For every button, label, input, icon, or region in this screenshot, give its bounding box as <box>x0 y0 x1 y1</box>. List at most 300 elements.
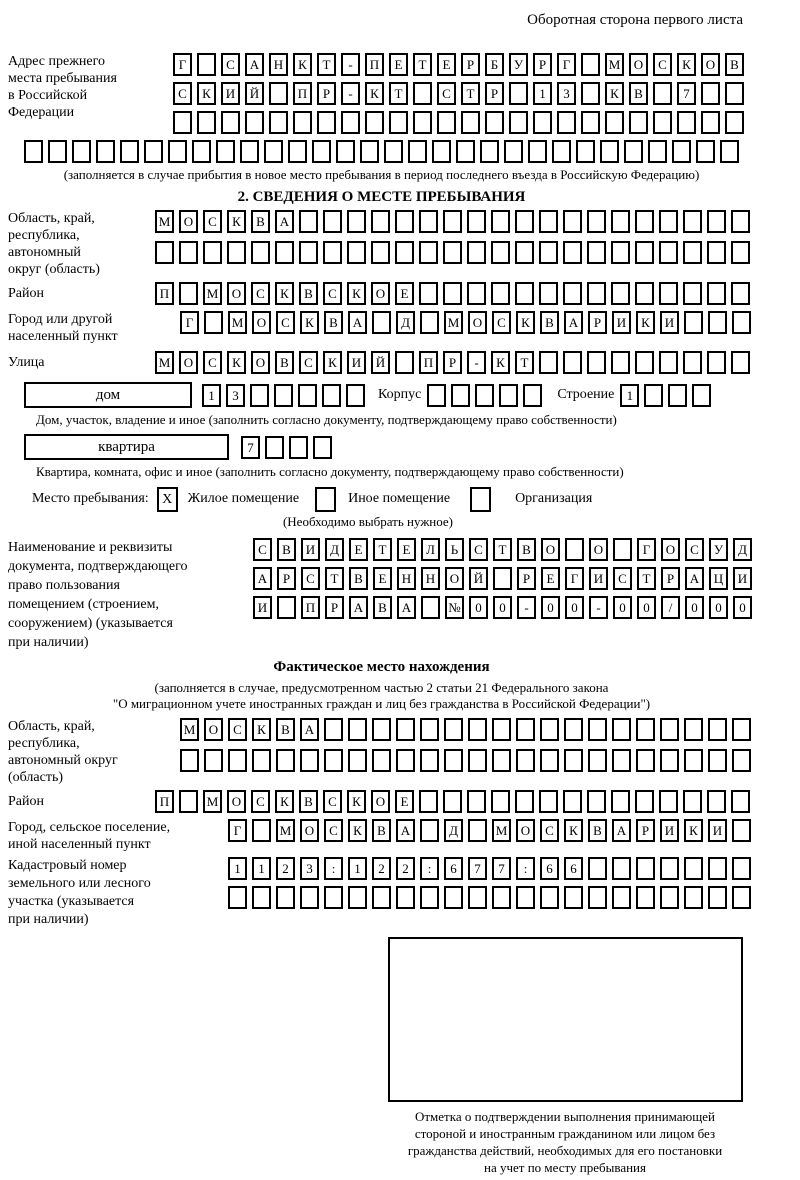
char-box <box>731 351 750 374</box>
char-box: Н <box>421 567 440 590</box>
char-box: С <box>299 351 318 374</box>
char-box: Б <box>485 53 504 76</box>
char-box <box>732 857 751 880</box>
char-box: Г <box>557 53 576 76</box>
char-box <box>636 718 655 741</box>
char-box <box>533 111 552 134</box>
char-box: С <box>492 311 511 334</box>
char-box: В <box>324 311 343 334</box>
korpus-row[interactable] <box>427 384 547 407</box>
char-box: Й <box>371 351 390 374</box>
label-line: гражданства действий, необходимых для его постановки <box>407 1143 723 1158</box>
char-box: И <box>733 567 752 590</box>
char-box: И <box>221 82 240 105</box>
char-box <box>299 241 318 264</box>
char-box <box>707 241 726 264</box>
cadastral-row-2[interactable] <box>228 886 756 909</box>
char-box <box>611 210 630 233</box>
char-box <box>588 749 607 772</box>
actual-city-row[interactable] <box>228 819 756 842</box>
char-box <box>336 140 355 163</box>
char-box <box>492 718 511 741</box>
char-box <box>240 140 259 163</box>
district-row[interactable] <box>155 282 755 305</box>
apartment-field <box>24 434 755 460</box>
char-box <box>451 384 470 407</box>
char-box: Р <box>325 596 344 619</box>
char-box: А <box>245 53 264 76</box>
char-box: 3 <box>557 82 576 105</box>
actual-district-label: Район <box>8 794 44 809</box>
char-box: А <box>348 311 367 334</box>
actual-city-field <box>8 819 755 853</box>
label-line: земельного или лесного <box>8 876 151 891</box>
char-box <box>298 384 317 407</box>
char-box: К <box>605 82 624 105</box>
label-line: автономный <box>8 245 81 260</box>
char-box: Е <box>373 567 392 590</box>
city-field <box>8 311 755 345</box>
prev-address-note: (заполняется в случае прибытия в новое место пребывания в период последнего въезда в Российскую Федерацию) <box>63 167 700 182</box>
char-box: П <box>155 282 174 305</box>
street-row[interactable] <box>155 351 755 374</box>
char-box: К <box>677 53 696 76</box>
prev-address-boxes <box>173 53 749 134</box>
section2-title: 2. СВЕДЕНИЯ О МЕСТЕ ПРЕБЫВАНИЯ <box>237 189 526 205</box>
char-box <box>420 311 439 334</box>
char-box <box>467 790 486 813</box>
char-box: Г <box>180 311 199 334</box>
char-box <box>636 857 655 880</box>
house-field <box>24 382 755 408</box>
char-box: О <box>179 351 198 374</box>
char-box <box>587 351 606 374</box>
prev-address-row-2[interactable] <box>173 82 749 105</box>
char-box: У <box>509 53 528 76</box>
char-box <box>659 282 678 305</box>
label-line: Область, край, <box>8 719 95 734</box>
stroenie-label: Строение <box>557 387 615 402</box>
char-box <box>557 111 576 134</box>
label-line: при наличии) <box>8 912 89 927</box>
char-box <box>707 351 726 374</box>
char-box: А <box>253 567 272 590</box>
char-box <box>708 311 727 334</box>
char-box <box>653 82 672 105</box>
char-box <box>395 241 414 264</box>
char-box: Е <box>541 567 560 590</box>
char-box <box>396 886 415 909</box>
char-box <box>600 140 619 163</box>
char-box <box>300 749 319 772</box>
char-box <box>653 111 672 134</box>
char-box <box>324 886 343 909</box>
char-box <box>197 111 216 134</box>
char-box: В <box>517 538 536 561</box>
char-box <box>443 241 462 264</box>
char-box <box>179 241 198 264</box>
char-box: К <box>275 790 294 813</box>
char-box <box>629 111 648 134</box>
char-box: / <box>661 596 680 619</box>
char-box: 7 <box>492 857 511 880</box>
checkbox-organization[interactable] <box>470 487 491 512</box>
char-box: А <box>564 311 583 334</box>
char-box: 0 <box>709 596 728 619</box>
char-box: С <box>203 351 222 374</box>
char-box: М <box>492 819 511 842</box>
char-box: П <box>365 53 384 76</box>
char-box <box>389 111 408 134</box>
char-box <box>707 210 726 233</box>
option-residential-label: Жилое помещение <box>187 491 300 506</box>
char-box: Т <box>461 82 480 105</box>
char-box <box>274 384 293 407</box>
label-line: Кадастровый номер <box>8 858 127 873</box>
char-box <box>252 819 271 842</box>
actual-region-row-2[interactable] <box>180 749 756 772</box>
char-box: К <box>300 311 319 334</box>
char-box <box>563 790 582 813</box>
char-box <box>384 140 403 163</box>
document-row-3[interactable] <box>253 596 757 619</box>
char-box: К <box>516 311 535 334</box>
street-label: Улица <box>8 355 45 370</box>
char-box <box>611 351 630 374</box>
char-box: К <box>636 311 655 334</box>
region-label <box>8 210 155 278</box>
char-box <box>360 140 379 163</box>
char-box <box>539 790 558 813</box>
char-box <box>276 749 295 772</box>
char-box <box>660 857 679 880</box>
char-box <box>565 538 584 561</box>
char-box: 1 <box>348 857 367 880</box>
document-boxes <box>253 538 757 619</box>
label-line: населенный пункт <box>8 329 118 344</box>
char-box <box>732 819 751 842</box>
char-box <box>539 351 558 374</box>
char-box: Д <box>396 311 415 334</box>
char-box: Д <box>325 538 344 561</box>
page-header-note: Оборотная сторона первого листа <box>527 12 743 28</box>
char-box <box>24 140 43 163</box>
char-box: Е <box>397 538 416 561</box>
char-box: С <box>203 210 222 233</box>
actual-district-row[interactable] <box>155 790 755 813</box>
char-box: А <box>275 210 294 233</box>
char-box: 0 <box>685 596 704 619</box>
char-box <box>581 82 600 105</box>
char-box: - <box>589 596 608 619</box>
char-box: В <box>373 596 392 619</box>
char-box <box>180 749 199 772</box>
char-box <box>491 210 510 233</box>
region-row-1[interactable] <box>155 210 755 233</box>
apartment-number-row[interactable] <box>241 436 337 459</box>
char-box <box>251 241 270 264</box>
option-other-premises-label: Иное помещение <box>348 491 451 506</box>
char-box <box>683 241 702 264</box>
char-box <box>611 790 630 813</box>
document-row-1[interactable] <box>253 538 757 561</box>
char-box: О <box>227 282 246 305</box>
char-box <box>523 384 542 407</box>
char-box <box>659 241 678 264</box>
char-box: А <box>685 567 704 590</box>
char-box <box>48 140 67 163</box>
char-box <box>499 384 518 407</box>
label-line: участка (указывается <box>8 894 135 909</box>
stroenie-row[interactable] <box>620 384 716 407</box>
char-box <box>347 210 366 233</box>
stamp-box <box>388 937 743 1102</box>
char-box <box>120 140 139 163</box>
char-box: О <box>629 53 648 76</box>
region-field <box>8 210 755 278</box>
char-box: № <box>445 596 464 619</box>
char-box: О <box>251 351 270 374</box>
char-box <box>612 886 631 909</box>
char-box <box>192 140 211 163</box>
region-row-2[interactable] <box>155 241 755 264</box>
char-box: Т <box>317 53 336 76</box>
char-box <box>312 140 331 163</box>
char-box: 6 <box>564 857 583 880</box>
char-box: Н <box>269 53 288 76</box>
char-box: 0 <box>469 596 488 619</box>
char-box <box>204 749 223 772</box>
char-box <box>427 384 446 407</box>
char-box <box>323 241 342 264</box>
checkbox-other-premises[interactable] <box>315 487 336 512</box>
prev-address-row-1[interactable] <box>173 53 749 76</box>
char-box: 7 <box>468 857 487 880</box>
char-box <box>659 210 678 233</box>
char-box <box>587 790 606 813</box>
char-box: О <box>589 538 608 561</box>
label-line: "О миграционном учете иностранных граждан и лиц без гражданства в Российской Федерации") <box>112 696 651 711</box>
char-box: К <box>275 282 294 305</box>
char-box <box>672 140 691 163</box>
char-box <box>269 82 288 105</box>
char-box <box>564 886 583 909</box>
actual-region-field <box>8 718 755 786</box>
char-box: 6 <box>444 857 463 880</box>
char-box: Д <box>733 538 752 561</box>
label-line: Адрес прежнего <box>8 54 105 69</box>
char-box <box>648 140 667 163</box>
char-box <box>346 384 365 407</box>
char-box <box>644 384 663 407</box>
actual-region-row-1[interactable] <box>180 718 756 741</box>
char-box <box>581 53 600 76</box>
char-box <box>468 886 487 909</box>
char-box <box>96 140 115 163</box>
char-box <box>635 282 654 305</box>
char-box <box>299 210 318 233</box>
char-box <box>708 749 727 772</box>
char-box <box>731 241 750 264</box>
prev-address-row-3[interactable] <box>173 111 749 134</box>
char-box <box>692 384 711 407</box>
char-box <box>732 749 751 772</box>
char-box: К <box>252 718 271 741</box>
label-line: Федерации <box>8 105 75 120</box>
char-box: : <box>516 857 535 880</box>
char-box <box>660 749 679 772</box>
district-field <box>8 282 755 305</box>
char-box <box>684 857 703 880</box>
char-box: М <box>180 718 199 741</box>
char-box <box>72 140 91 163</box>
char-box <box>563 282 582 305</box>
char-box <box>456 140 475 163</box>
char-box <box>677 111 696 134</box>
char-box: П <box>155 790 174 813</box>
char-box <box>732 886 751 909</box>
char-box <box>323 210 342 233</box>
char-box: А <box>396 819 415 842</box>
char-box <box>420 718 439 741</box>
char-box <box>324 718 343 741</box>
char-box <box>468 819 487 842</box>
char-box: 0 <box>637 596 656 619</box>
char-box: 1 <box>228 857 247 880</box>
char-box: В <box>725 53 744 76</box>
char-box: Р <box>533 53 552 76</box>
char-box: О <box>701 53 720 76</box>
char-box: А <box>349 596 368 619</box>
char-box: Ц <box>709 567 728 590</box>
char-box <box>371 210 390 233</box>
char-box <box>516 718 535 741</box>
char-box <box>563 210 582 233</box>
char-box: К <box>227 351 246 374</box>
char-box: - <box>341 82 360 105</box>
cadastral-row-1[interactable] <box>228 857 756 880</box>
label-line: на учет по месту пребывания <box>484 1160 646 1175</box>
char-box: С <box>324 819 343 842</box>
char-box <box>265 436 284 459</box>
char-box: 2 <box>396 857 415 880</box>
label-line: республика, <box>8 228 80 243</box>
char-box <box>372 749 391 772</box>
char-box: О <box>541 538 560 561</box>
char-box <box>708 886 727 909</box>
char-box: И <box>660 311 679 334</box>
char-box <box>564 718 583 741</box>
actual-district-field <box>8 790 755 813</box>
char-box <box>468 718 487 741</box>
char-box <box>288 140 307 163</box>
house-number-row[interactable] <box>202 384 370 407</box>
char-box <box>581 111 600 134</box>
char-box: И <box>660 819 679 842</box>
label-line: право пользования <box>8 578 120 593</box>
char-box <box>420 749 439 772</box>
prev-address-label <box>8 53 173 121</box>
checkbox-residential[interactable]: X <box>157 487 178 512</box>
char-box <box>289 436 308 459</box>
char-box: В <box>299 282 318 305</box>
document-field <box>8 538 755 652</box>
city-row[interactable] <box>180 311 756 334</box>
char-box <box>509 111 528 134</box>
char-box <box>179 790 198 813</box>
actual-city-label <box>8 819 228 853</box>
char-box: 1 <box>533 82 552 105</box>
char-box <box>668 384 687 407</box>
char-box <box>588 857 607 880</box>
char-box: М <box>444 311 463 334</box>
char-box <box>587 282 606 305</box>
char-box <box>515 282 534 305</box>
char-box <box>437 111 456 134</box>
char-box <box>252 749 271 772</box>
char-box: В <box>275 351 294 374</box>
char-box <box>432 140 451 163</box>
char-box <box>683 790 702 813</box>
char-box <box>419 210 438 233</box>
char-box: Р <box>461 53 480 76</box>
char-box: Й <box>245 82 264 105</box>
char-box: К <box>293 53 312 76</box>
char-box <box>348 718 367 741</box>
char-box <box>696 140 715 163</box>
char-box <box>539 282 558 305</box>
char-box <box>564 749 583 772</box>
prev-address-row-4[interactable] <box>24 140 755 163</box>
char-box <box>684 749 703 772</box>
char-box: Р <box>443 351 462 374</box>
char-box: Л <box>421 538 440 561</box>
char-box: С <box>276 311 295 334</box>
char-box <box>659 351 678 374</box>
char-box <box>635 351 654 374</box>
char-box <box>613 538 632 561</box>
char-box: В <box>276 718 295 741</box>
char-box <box>250 384 269 407</box>
house-note: Дом, участок, владение и иное (заполнить согласно документу, подтверждающему право собственности) <box>36 412 617 427</box>
char-box <box>731 282 750 305</box>
char-box: Н <box>397 567 416 590</box>
char-box <box>588 718 607 741</box>
label-line: сооружением) (указывается <box>8 616 173 631</box>
char-box <box>443 210 462 233</box>
stamp-caption <box>375 1108 755 1176</box>
char-box <box>421 596 440 619</box>
char-box <box>341 111 360 134</box>
label-line: Город или другой <box>8 312 113 327</box>
char-box <box>480 140 499 163</box>
char-box <box>443 282 462 305</box>
char-box <box>419 282 438 305</box>
char-box <box>443 790 462 813</box>
char-box <box>264 140 283 163</box>
char-box: И <box>612 311 631 334</box>
char-box: И <box>347 351 366 374</box>
label-line: (заполняется в случае, предусмотренном частью 2 статьи 21 Федерального закона <box>154 680 609 695</box>
char-box: - <box>467 351 486 374</box>
char-box: О <box>371 790 390 813</box>
document-row-2[interactable] <box>253 567 757 590</box>
char-box <box>708 718 727 741</box>
char-box: Р <box>485 82 504 105</box>
char-box: О <box>468 311 487 334</box>
char-box: В <box>629 82 648 105</box>
char-box: 1 <box>252 857 271 880</box>
